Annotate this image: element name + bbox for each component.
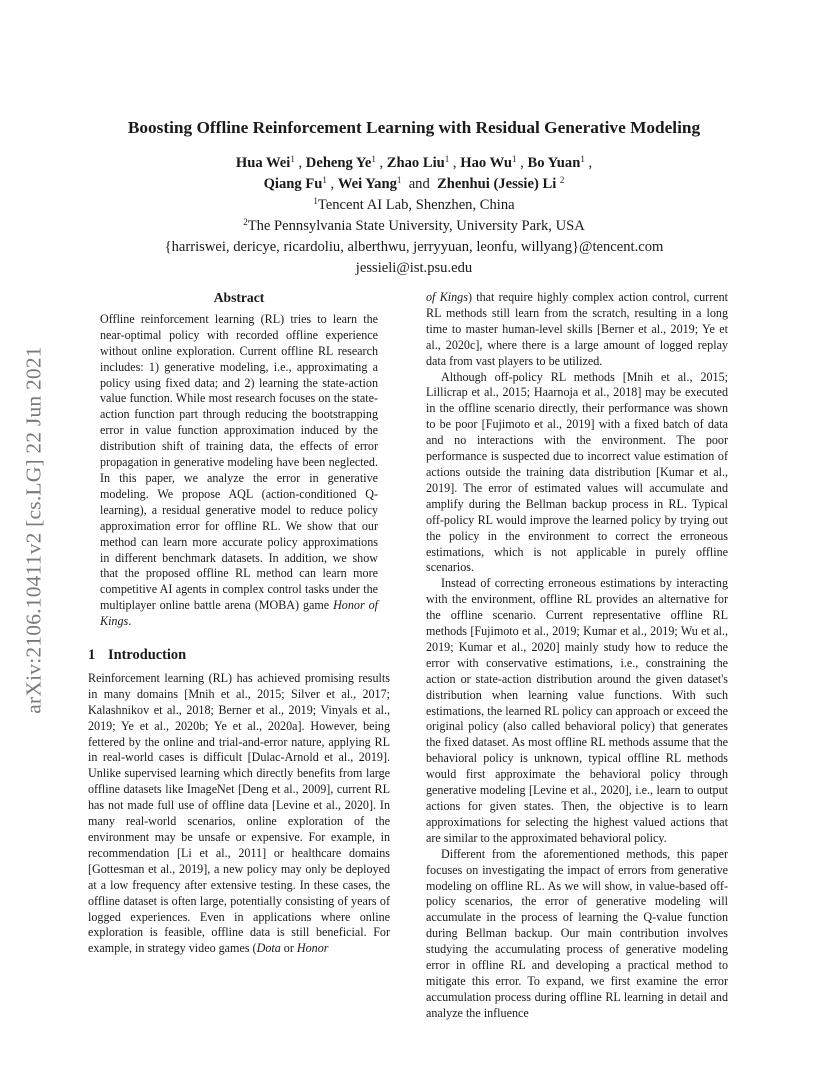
left-column xyxy=(88,290,390,957)
intro-paragraph-2: Although off-policy RL methods [Mnih et al., 2015; Lillicrap et al., 2015; Haarnoja et al., 2018] may be executed in the offline scenario directly, their performance was shown to be poor [Fujimoto et al., 2019] with a fixed batch of data and no interactions with the environment. The poor performance is suspected due to incorrect value estimation of actions outside the training data distribution [Kumar et al., 2019]. The error of estimated values will accumulate and amplify during the Bellman backup process in RL. Typical off-policy RL would improve the learned policy by trying out the policy in the environment to correct the erroneous estimations, which is not applicable in purely offline scenarios. xyxy=(426,369,728,575)
right-column xyxy=(426,290,728,1022)
author-line-2: Qiang Fu$^1$ , Wei Yang$^1$ and Zhenhui (Jessie) Li $^2$ xyxy=(263,175,565,192)
author-name: Bo Yuan xyxy=(527,155,581,171)
section-heading-introduction: 1 Introduction xyxy=(88,647,187,664)
email-line-2: jessieli@ist.psu.edu xyxy=(355,260,473,276)
abstract-paragraph: Offline reinforcement learning (RL) tries to learn the near-optimal policy with recorded offline experience without online exploration. Current offline RL research includes: 1) generative modeling, i.e., approximating a policy using fixed data; and 2) learning the state-action value function. While most research focuses on the state-action function part through reducing the bootstrapping error in value function approximation induced by the distribution shift of training data, the effects of error propagation in generative modeling have been neglected. In this paper, we analyze the error in generative modeling. We propose AQL (action-conditioned Q-learning), a residual generative model to reduce policy approximation error for offline RL. We show that our method can learn more accurate policy approximations in different benchmark datasets. In addition, we show that the proposed offline RL method can learn more competitive AI agents in complex control tasks under the multiplayer online battle arena (MOBA) game Honor of Kings. xyxy=(100,311,378,629)
arxiv-identifier xyxy=(14,290,54,770)
abstract-body xyxy=(88,312,390,630)
author-name: Zhao Liu xyxy=(386,155,445,171)
intro-paragraph-1-continued: of Kings) that require highly complex action control, current RL methods still learn from the scratch, resulting in a long time to master human-level skills [Berner et al., 2019; Ye et al., 2020c], where there is a large amount of logged replay data from vast players to be utilized. xyxy=(426,290,728,368)
arxiv-identifier-text: arXiv:2106.10411v2 [cs.LG] 22 Jun 2021 xyxy=(21,346,46,714)
author-name: Wei Yang xyxy=(337,176,397,192)
abstract-heading: Abstract xyxy=(213,290,265,305)
intro-paragraph-3: Instead of correcting erroneous estimations by interacting with the environment, offline RL provides an alternative for the offline scenario. Current representative offline RL methods [Fujimoto et al., 2019; Kumar et al., 2019; Wu et al., 2019; Kumar et al., 2020] mainly study how to reduce the error with conservative estimations, i.e., constraining the action or state-action distribution around the given dataset's distribution when learning value functions. With such estimations, the learned RL policy can approach or exceed the original policy (also called behavioral policy) that generates the fixed dataset. As most offline RL methods assume that the behavioral policy is unknown, typical offline RL methods would first approximate the behavioral policy through generative modeling [Levine et al., 2020], i.e., learn to output actions for given states. Then, the objective is to learn approximations for selecting the highest valued actions that are similar to the approximated behavioral policy. xyxy=(426,576,728,845)
author-name: Qiang Fu xyxy=(263,176,323,192)
author-name: Zhenhui (Jessie) Li xyxy=(437,176,557,192)
author-name: Deheng Ye xyxy=(305,155,372,171)
affiliation-2: $^2$The Pennsylvania State University, University Park, USA xyxy=(243,217,585,234)
author-block xyxy=(90,153,738,279)
intro-paragraph-4: Different from the aforementioned methods, this paper focuses on investigating the impact of errors from generative modeling on offline RL. As we will show, in value-based off-policy scenarios, the error of generative modeling will accumulate in the process of learning the Q-value function during Bellman backup. Our main contribution involves studying the accumulating process of generative modeling error in offline RL and developing a practical method to mitigate this error. To expand, we first examine the error accumulation process during offline RL learning in detail and analyze the influence xyxy=(426,846,728,1020)
affiliation-1: $^1$Tencent AI Lab, Shenzhen, China xyxy=(313,196,515,213)
author-name: Hao Wu xyxy=(460,155,513,171)
intro-paragraph-1: Reinforcement learning (RL) has achieved promising results in many domains [Mnih et al., 2015; Silver et al., 2017; Kalashnikov et al., 2018; Berner et al., 2019; Vinyals et al., 2019; Ye et al., 2020b; Ye et al., 2020a]. However, being fettered by the online and trial-and-error nature, applying RL in real-world cases is difficult [Dulac-Arnold et al., 2019]. Unlike supervised learning which directly benefits from large offline datasets like ImageNet [Deng et al., 2009], current RL has not made full use of offline data [Levine et al., 2020]. In many real-world scenarios, online exploration of the environment may be unsafe or expensive. For example, in recommendation [Li et al., 2011] or healthcare domains [Gottesman et al., 2019], a new policy may only be deployed at a low frequency after extensive testing. In these cases, the offline dataset is often large, potentially consisting of years of logged experiences. Even in applications where online exploration is feasible, offline data is still beneficial. For example, in strategy video games (Dota or Honor xyxy=(88,670,390,956)
email-line-1: {harriswei, dericye, ricardoliu, alberthwu, jerryyuan, leonfu, willyang}@tencent.com xyxy=(164,239,664,255)
paper-title: Boosting Offline Reinforcement Learning with Residual Generative Modeling xyxy=(127,118,701,137)
author-name: Hua Wei xyxy=(235,155,291,171)
author-line-1: Hua Wei$^1$ , Deheng Ye$^1$ , Zhao Liu$^1$ , Hao Wu$^1$ , Bo Yuan$^1$ , xyxy=(235,154,593,171)
